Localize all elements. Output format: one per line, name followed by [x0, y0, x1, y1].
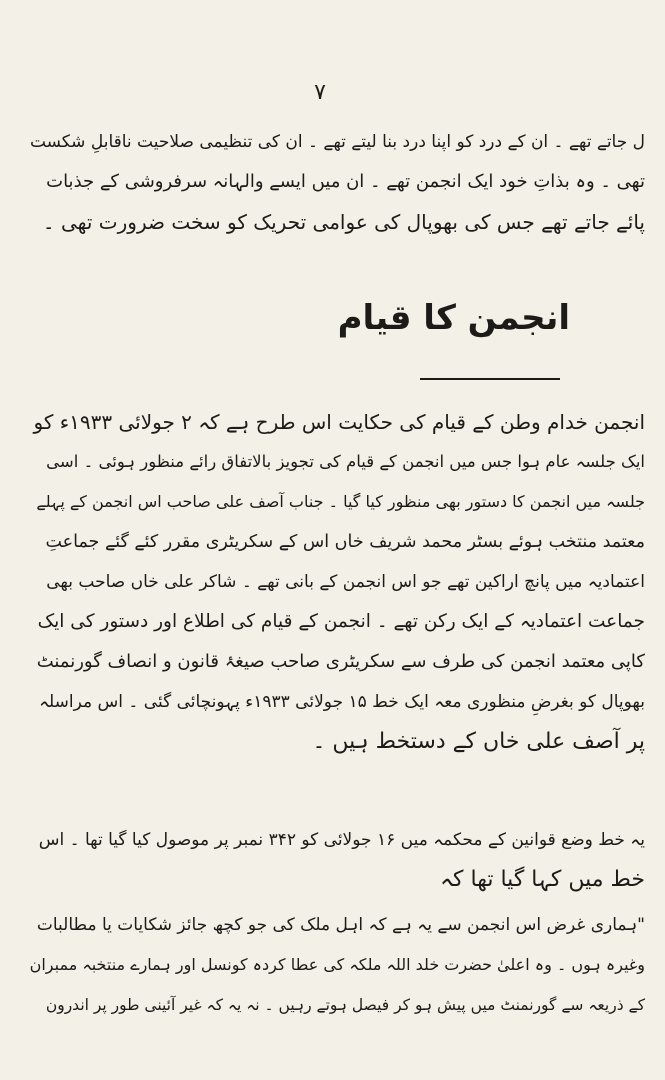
text-line: جلسہ میں انجمن کا دستور بھی منظور کیا گیا ۔ جناب آصف علی صاحب اس انجمن کے پہلے	[36, 492, 645, 511]
text-line: یہ خط وضع قوانین کے محکمہ میں ۱۶ جولائی کو ۳۴۲ نمبر پر موصول کیا گیا تھا ۔ اس	[38, 830, 645, 850]
letter-intro-paragraph	[30, 820, 645, 900]
heading-underline	[420, 378, 560, 380]
body-paragraph	[30, 402, 645, 762]
text-line: "ہماری غرض اس انجمن سے یہ ہے کہ اہل ملک کی جو کچھ جائز شکایات یا مطالبات	[36, 915, 645, 935]
section-heading: انجمن کا قیام	[337, 298, 570, 338]
text-line: جماعت اعتمادیہ کے ایک رکن تھے ۔ انجمن کے قیام کی اطلاع اور دستور کی ایک	[37, 611, 645, 632]
text-line: کے ذریعہ سے گورنمنٹ میں پیش ہو کر فیصل ہوتے رہیں ۔ نہ یہ کہ غیر آئینی طور پر اندرون	[45, 996, 645, 1014]
text-line: کاپی معتمد انجمن کی طرف سے سکریٹری صاحب صیغۂ قانون و انصاف گورنمنٹ	[36, 651, 645, 672]
text-line: تھی ۔ وہ بذاتِ خود ایک انجمن تھے ۔ ان میں ایسے والہانہ سرفروشی کے جذبات	[46, 171, 645, 192]
text-line: بھوپال کو بغرضِ منظوری معہ ایک خط ۱۵ جولائی ۱۹۳۳ء پہونچائی گئی ۔ اس مراسلہ	[39, 692, 645, 712]
text-line: انجمن خدام وطن کے قیام کی حکایت اس طرح ہے کہ ۲ جولائی ۱۹۳۳ء کو	[33, 410, 645, 434]
text-line: معتمد منتخب ہوئے بسٹر محمد شریف خاں اس کے سکریٹری مقرر کئے گئے جماعتِ	[45, 532, 645, 552]
text-line: ایک جلسہ عام ہوا جس میں انجمن کے قیام کی تجویز بالاتفاق رائے منظور ہوئی ۔ اسی	[46, 452, 645, 471]
text-line: خط میں کہا گیا تھا کہ	[440, 867, 645, 892]
text-line: پر آصف علی خاں کے دستخط ہیں ۔	[312, 729, 645, 754]
intro-paragraph	[30, 122, 645, 242]
quoted-letter	[30, 905, 645, 1025]
text-line: اعتمادیہ میں پانچ اراکین تھے جو اس انجمن کے بانی تھے ۔ شاکر علی خاں صاحب بھی	[46, 572, 645, 592]
text-line: وغیرہ ہوں ۔ وہ اعلیٰ حضرت خلد اللہ ملکہ کی عطا کردہ کونسل اور ہمارے منتخبہ ممبران	[30, 955, 645, 974]
text-line: پائے جاتے تھے جس کی بھوپال کی عوامی تحریک کو سخت ضرورت تھی ۔	[42, 210, 645, 234]
text-line: ل جاتے تھے ۔ ان کے درد کو اپنا درد بنا لیتے تھے ۔ ان کی تنظیمی صلاحیت ناقابلِ شکست	[30, 132, 645, 152]
page-number: ۷	[314, 80, 326, 105]
